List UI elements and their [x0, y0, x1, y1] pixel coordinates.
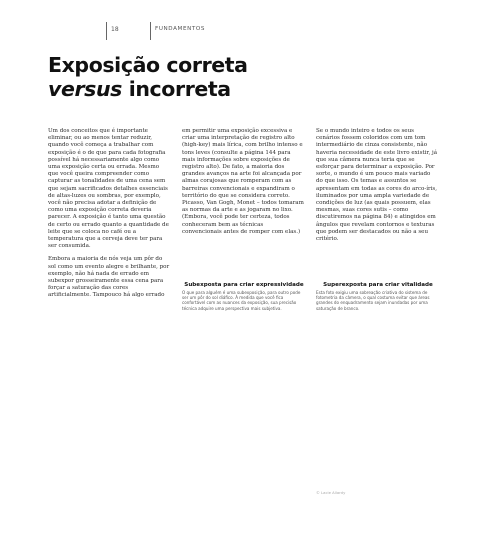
caption-title: Subexposta para criar expressividade	[184, 282, 304, 288]
paragraph: Um dos conceitos que é importante eliminar, ou ao menos tentar reduzir, quando você começa a trabalhar com exposição é o de que para cada fotografia possível há necessariamente algo como uma exposição certa ou errada. Mesmo que você queira compreender como capturar as tonalidades de uma cena sem que sejam sacrificados detalhes essenciais de altas-luzes ou sombras, por exemplo, você não precisa adotar a definição de como uma exposição correta deveria parecer. A exposição é tanto uma questão de certo ou errado quanto a quantidade de leite que se coloca no café ou a temperatura que a cerveja deve ter para ser consumida.	[48, 128, 169, 250]
paragraph: em permitir uma exposição excessiva e criar uma interpretação de registro alto (high-key) mais lírica, com brilho intenso e tons leves (consulte a página 144 para mais informações sobre exposições de registro alto). De fato, a maioria dos grandes avanços na arte foi alcançada por almas corajosas que romperam com as barreiras convencionais e expandiram o território do que se considera correto. Picasso, Van Gogh, Monet – todos tomaram as normas da arte e as jogaram no lixo. (Embora, você pode ter certeza, todos conheceram bem as técnicas convencionais antes de romper com elas.)	[182, 128, 304, 235]
caption-text: Esta foto exigiu uma sobreação criativa do sistema de fotometria da câmera, o qual costuma evitar que áreas grandes do enquadramento sejam inundadas por uma saturação de branco.	[316, 290, 430, 311]
body-column-3	[316, 128, 438, 249]
paragraph: Se o mundo inteiro e todos os seus cenários fossem coloridos com um tom intermediário de cinza consistente, não haveria necessidade de este livro existir, já que sua câmera nunca teria que se esforçar para determinar a exposição. Por sorte, o mundo é um pouco mais variado do que isso. Os temas e assuntos se apresentam em todas as cores do arco-íris, iluminados por uma ampla variedade de condições de luz (as quais possuem, elas mesmas, suas cores sutis – como discutiremos na página 84) e atingidos em ângulos que revelam contornos e texturas que podem ser destacados ou não a seu critério.	[316, 128, 438, 243]
caption-overexposed	[316, 282, 440, 311]
body-column-2	[182, 128, 304, 242]
paragraph: Embora a maioria de nós veja um pôr do sol como um evento alegre e brilhante, por exemplo, não há nada de errado em subexpor grosseiramente essa cena para forçar a saturação das cores artificialmente. Tampouco há algo errado	[48, 256, 170, 299]
title-line-2	[48, 77, 368, 101]
title-line-1: Exposição correta	[48, 53, 248, 77]
photo-credit: © Lacie Allardy	[316, 490, 346, 495]
title-italic-word: versus	[48, 77, 122, 101]
page-title	[48, 53, 368, 101]
title-line-2-rest: incorreta	[121, 77, 231, 101]
header-divider	[106, 22, 107, 40]
body-column-1	[48, 128, 170, 306]
caption-underexposed	[182, 282, 306, 311]
header-divider	[150, 22, 151, 40]
page-number: 18	[111, 26, 119, 33]
caption-title: Superexposta para criar vitalidade	[323, 282, 433, 288]
section-label: FUNDAMENTOS	[155, 26, 206, 32]
caption-text: O que para alguém é uma subexposição, para outro pode ser um pôr do sol diáfico. À medida que você fica confortável com as nuances da exposição, sua precisão técnica adquire uma perspectiva mais subjetiva.	[182, 290, 301, 311]
